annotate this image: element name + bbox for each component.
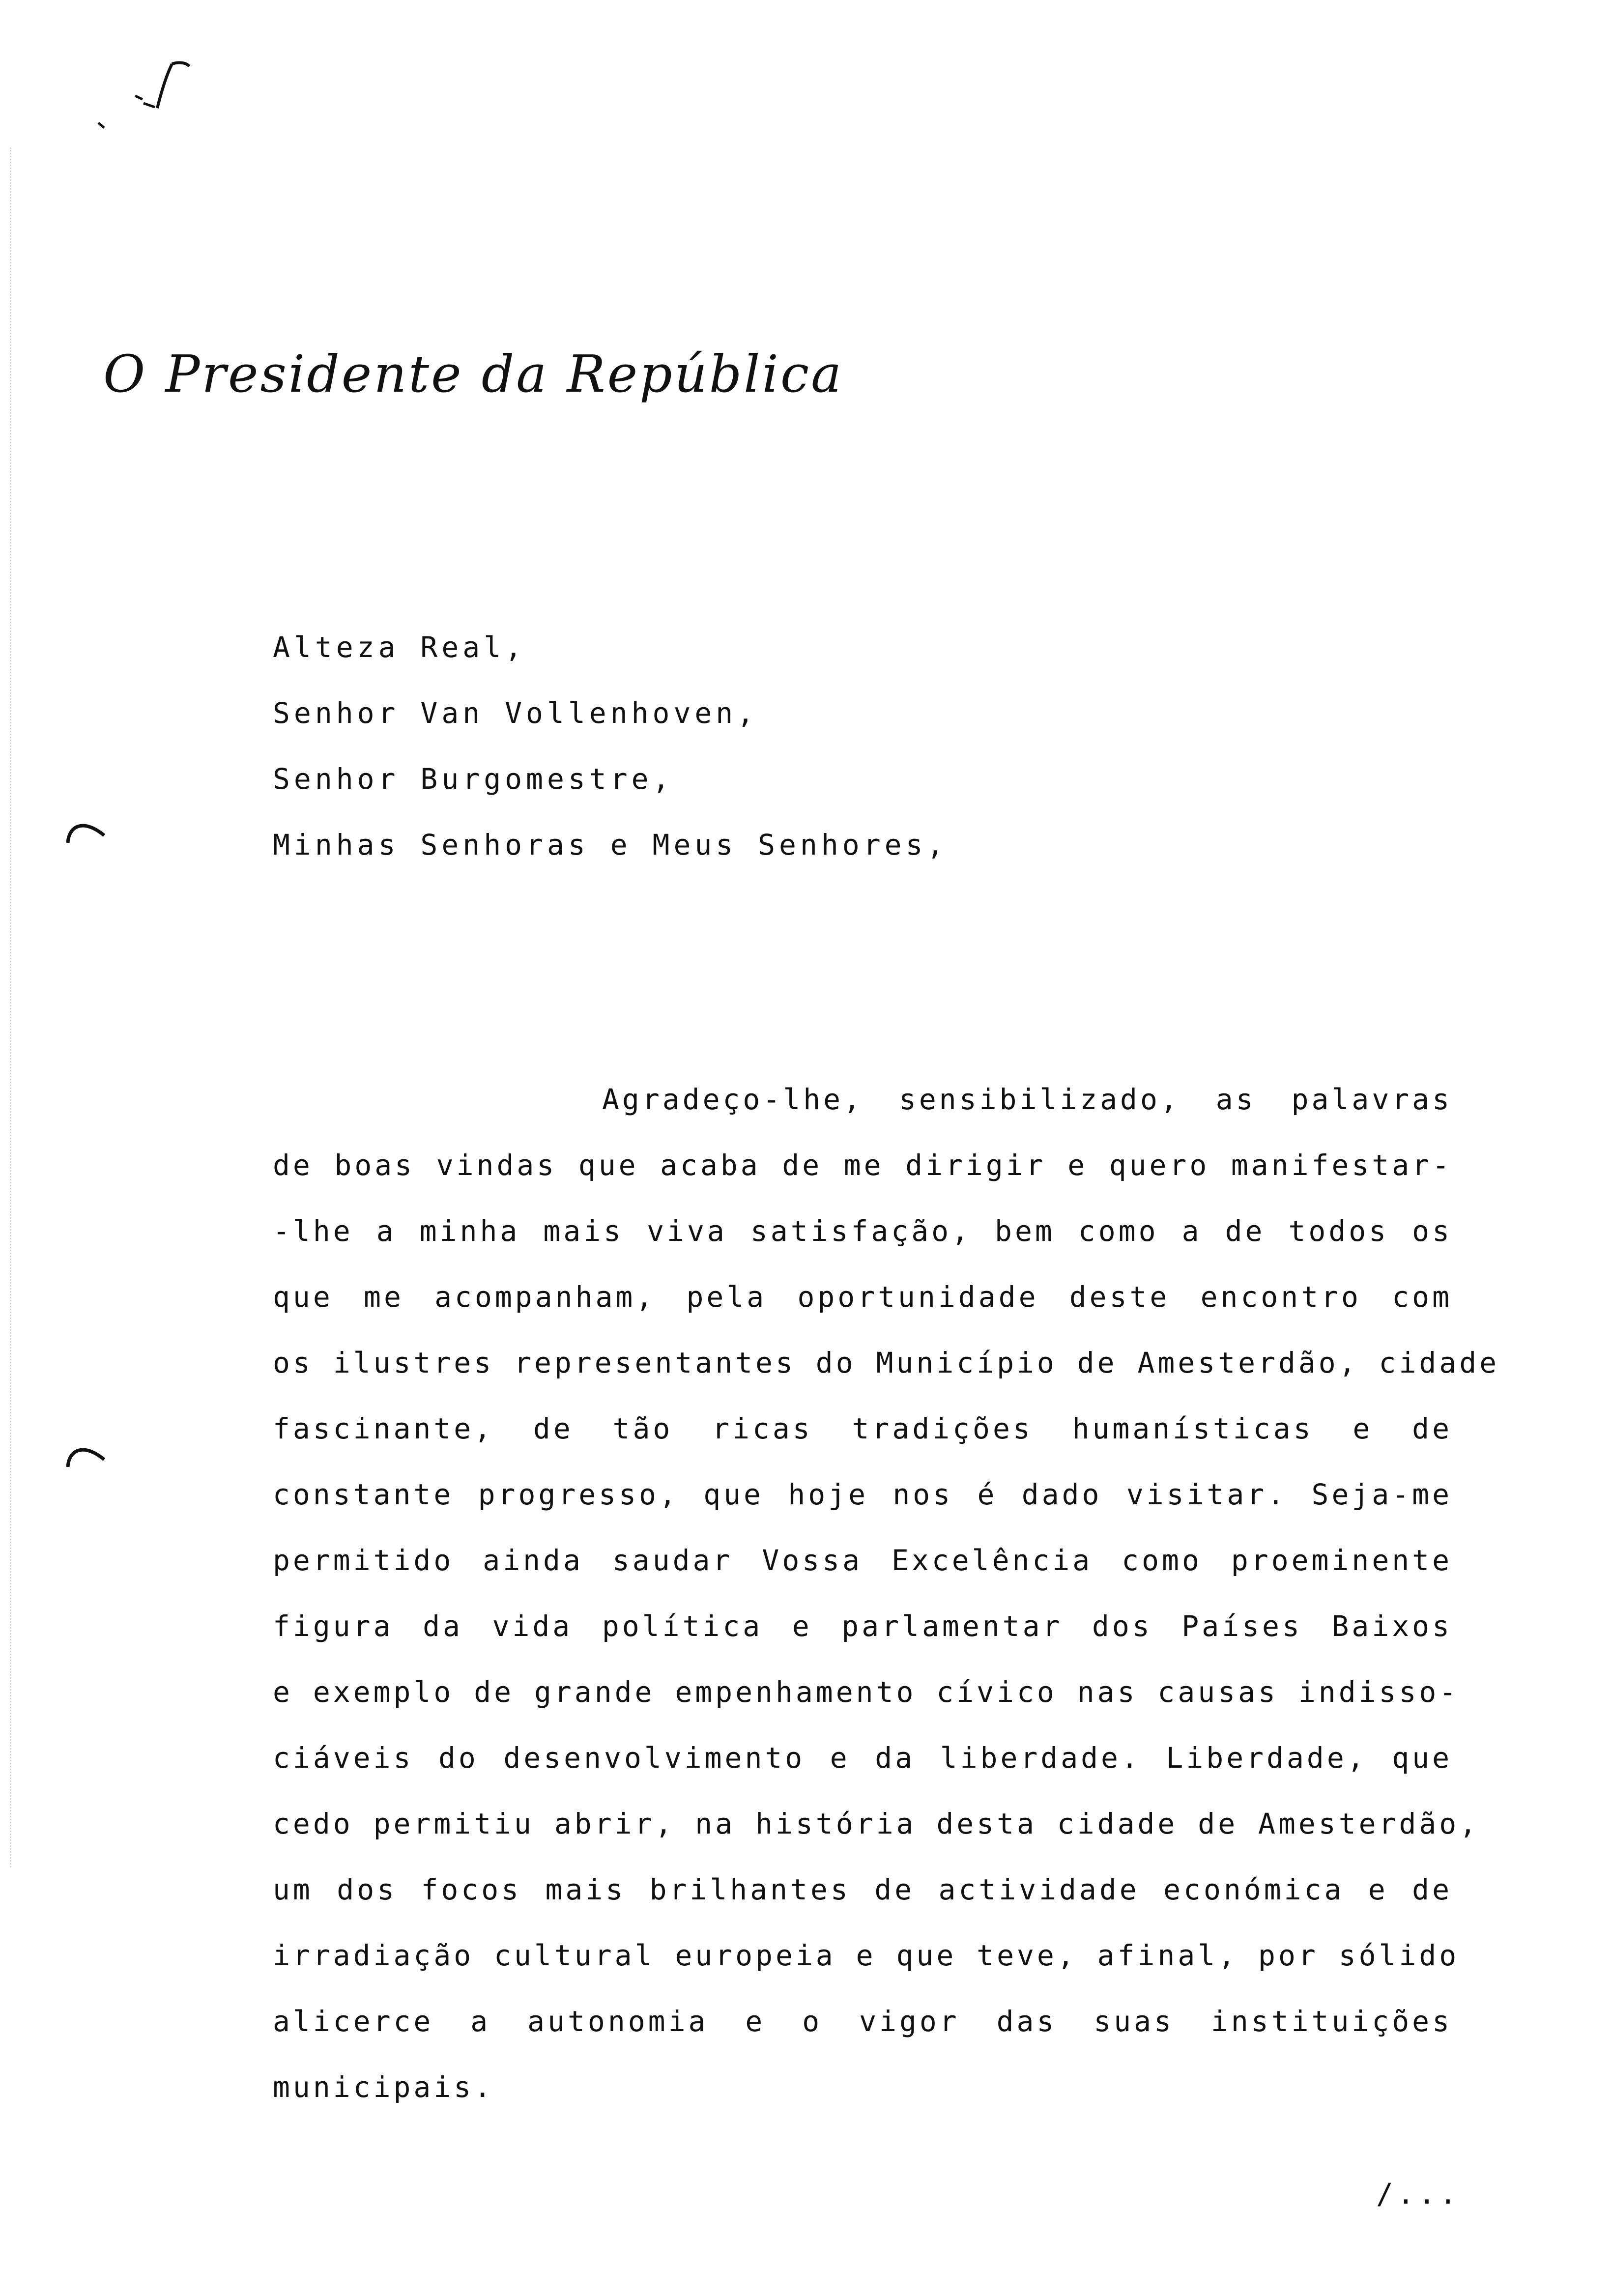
body-line: alicerce a autonomia e o vigor das suas instituições <box>273 2005 1452 2038</box>
body-line: ciáveis do desenvolvimento e da liberdade. Liberdade, que <box>273 1741 1452 1775</box>
salutation-line: Minhas Senhoras e Meus Senhores, <box>273 828 948 861</box>
body-line: -lhe a minha mais viva satisfação, bem como a de todos os <box>273 1214 1452 1248</box>
body-line: os ilustres representantes do Município de Amesterdão, cidade <box>273 1346 1500 1379</box>
continuation-mark: /... <box>1376 2177 1461 2210</box>
body-line: constante progresso, que hoje nos é dado visitar. Seja-me <box>273 1478 1452 1511</box>
corner-scribble-mark <box>88 54 206 133</box>
body-line: cedo permitiu abrir, na história desta cidade de Amesterdão, <box>273 1807 1480 1840</box>
body-line: um dos focos mais brilhantes de actividade económica e de <box>273 1873 1452 1906</box>
body-paragraph <box>273 1066 1500 2120</box>
body-line: Agradeço-lhe, sensibilizado, as palavras <box>602 1083 1452 1116</box>
salutation-line: Alteza Real, <box>273 631 526 664</box>
letterhead-title: O Presidente da República <box>103 344 844 404</box>
salutation-block <box>273 614 948 878</box>
body-line: e exemplo de grande empenhamento cívico nas causas indisso- <box>273 1675 1460 1709</box>
salutation-line: Senhor Burgomestre, <box>273 762 674 796</box>
body-line: que me acompanham, pela oportunidade deste encontro com <box>273 1280 1452 1314</box>
punch-hole-mark <box>64 1440 108 1469</box>
page-edge-mark <box>10 147 11 1867</box>
body-line: fascinante, de tão ricas tradições humanísticas e de <box>273 1412 1452 1445</box>
body-line: de boas vindas que acaba de me dirigir e quero manifestar- <box>273 1148 1452 1182</box>
body-line: permitido ainda saudar Vossa Excelência como proeminente <box>273 1544 1452 1577</box>
punch-hole-mark <box>64 816 108 845</box>
body-line: figura da vida política e parlamentar dos Países Baixos <box>273 1609 1452 1643</box>
body-line: irradiação cultural europeia e que teve, afinal, por sólido <box>273 1939 1460 1972</box>
body-line: municipais. <box>273 2070 494 2104</box>
salutation-line: Senhor Van Vollenhoven, <box>273 696 758 730</box>
